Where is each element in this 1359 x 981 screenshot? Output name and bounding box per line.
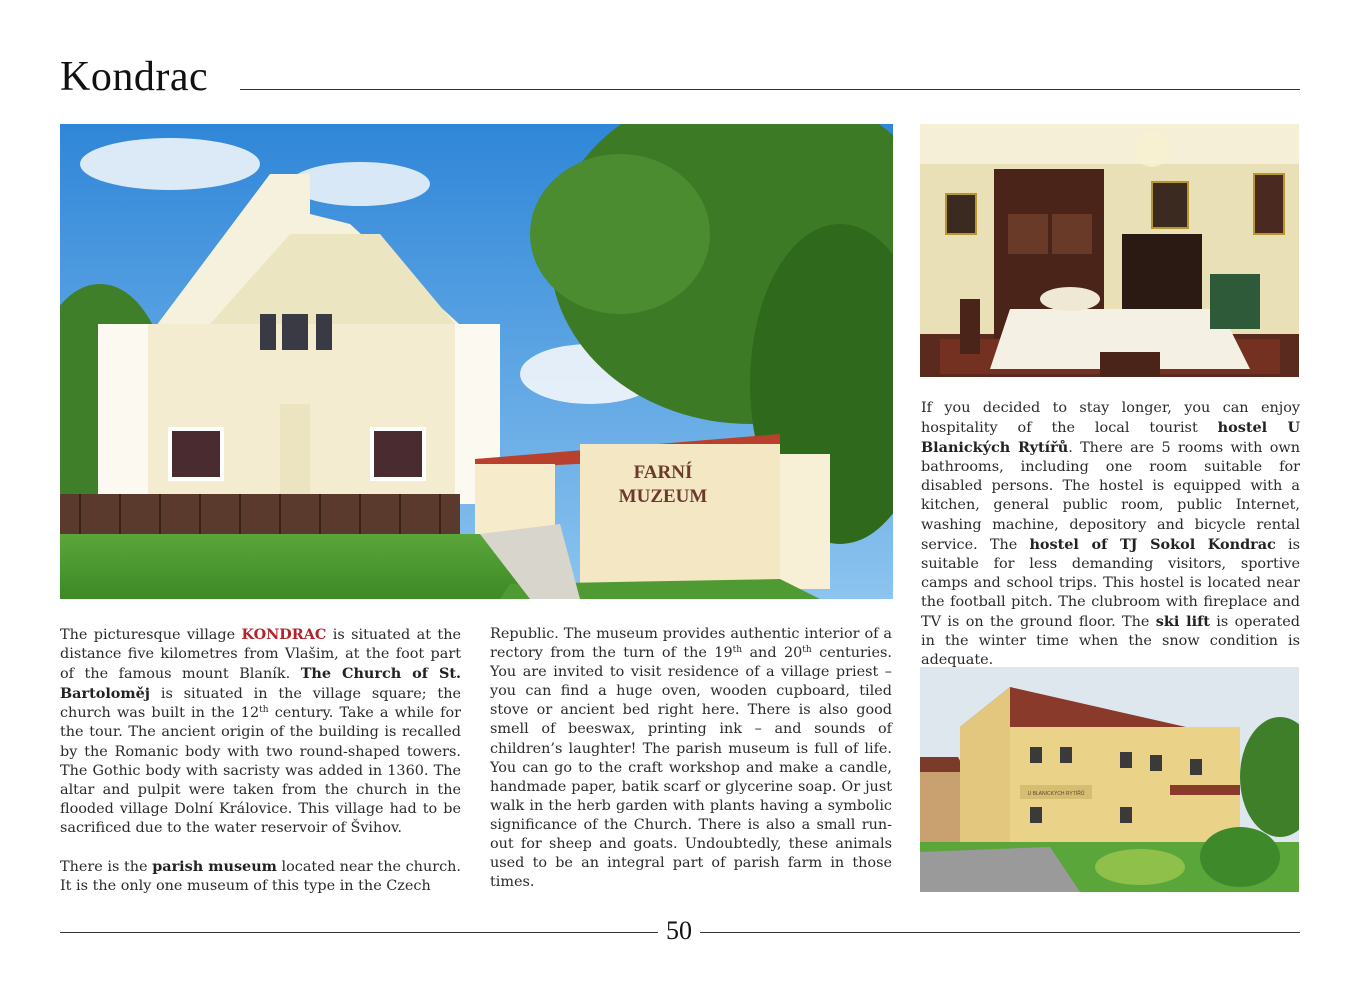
superscript: th [802,645,812,656]
photo-dining-room [920,124,1299,377]
page-title: Kondrac [60,54,209,100]
text-column-1 [60,625,461,896]
church-name: The Church of St. Bartoloměj [60,665,461,703]
text-run: is situated at the distance five kilometres from Vlašim, at the foot part of the famous mount Blaník. [60,627,461,683]
text-column-2 [490,625,892,892]
parish-museum-term: parish museum [152,858,277,876]
museum-sign-line1: FARNÍ [633,462,693,483]
text-run: There is the [60,859,153,876]
ski-lift-term: ski lift [1155,613,1210,631]
text-run: centuries. You are invited to visit residence of a village priest – you can find a huge oven, wooden cupboard, tiled stove or ancient bed right here. There is also good smell of beeswax, printing ink – and sounds of children’s laughter! The parish museum is full of life. You can go to the craft workshop and make a candle, handmade paper, batik scarf or glycerine soap. Or just walk in the herb garden with plants having a symbolic significance of the Church. There is also a small run-out for sheep and goats. Undoubtedly, these animals used to be an integral part of parish farm in those times. [490,645,892,891]
text-run: The picturesque village [60,627,242,643]
photo-parish-museum [60,124,893,599]
intro-paragraph [60,625,461,838]
footer-rule-right [700,932,1300,933]
museum-paragraph-start [60,857,461,896]
title-rule [240,89,1300,90]
text-run: Republic. The museum provides authentic interior of a rectory from the turn of the 19 [490,626,892,662]
text-run: is suitable for less demanding visitors, sportive camps and school trips. This hostel is located near the football pitch. The clubroom with fireplace and TV is on the ground floor. The [921,536,1300,631]
village-name-highlight: KONDRAC [241,626,327,643]
footer-rule-left [60,932,658,933]
text-run: If you decided to stay longer, you can enjoy hospitality of the local tourist [921,400,1300,437]
hostel-name: hostel U Blanických Rytířů [921,419,1300,457]
text-run: and 20 [742,645,803,662]
text-run: is operated in the winter time when the snow condition is adequate. [921,614,1301,669]
museum-sign-line2: MUZEUM [618,486,708,507]
text-column-3 [921,399,1300,670]
hostel-paragraph [921,399,1300,670]
photo-hostel [920,667,1299,892]
text-run: located near the church. It is the only one museum of this type in the Czech [60,859,461,895]
text-run: is situated in the village square; the church was built in the 12 [60,686,461,722]
text-run: . There are 5 rooms with own bathrooms, including one room suitable for disabled persons. The hostel is equipped with a kitchen, general public room, public Internet, washing machine, depository and bicycle rental service. The [921,440,1300,553]
text-run: century. Take a while for the tour. The ancient origin of the building is recalled by the Romanic body with two round-shaped towers. The Gothic body with sacristy was added in 1360. The altar and pulpit were taken from the church in the flooded village Dolní Královice. This village had to be sacrificed due to the water reservoir of Švihov. [60,705,461,836]
page-number: 50 [666,916,692,945]
hostel-sign: U BLANICKÝCH RYTÍŘŮ [1027,791,1085,797]
superscript: th [732,645,743,656]
superscript: th [259,705,269,716]
sokol-hostel-name: hostel of TJ Sokol Kondrac [1029,535,1276,553]
museum-paragraph-continued [490,625,892,892]
